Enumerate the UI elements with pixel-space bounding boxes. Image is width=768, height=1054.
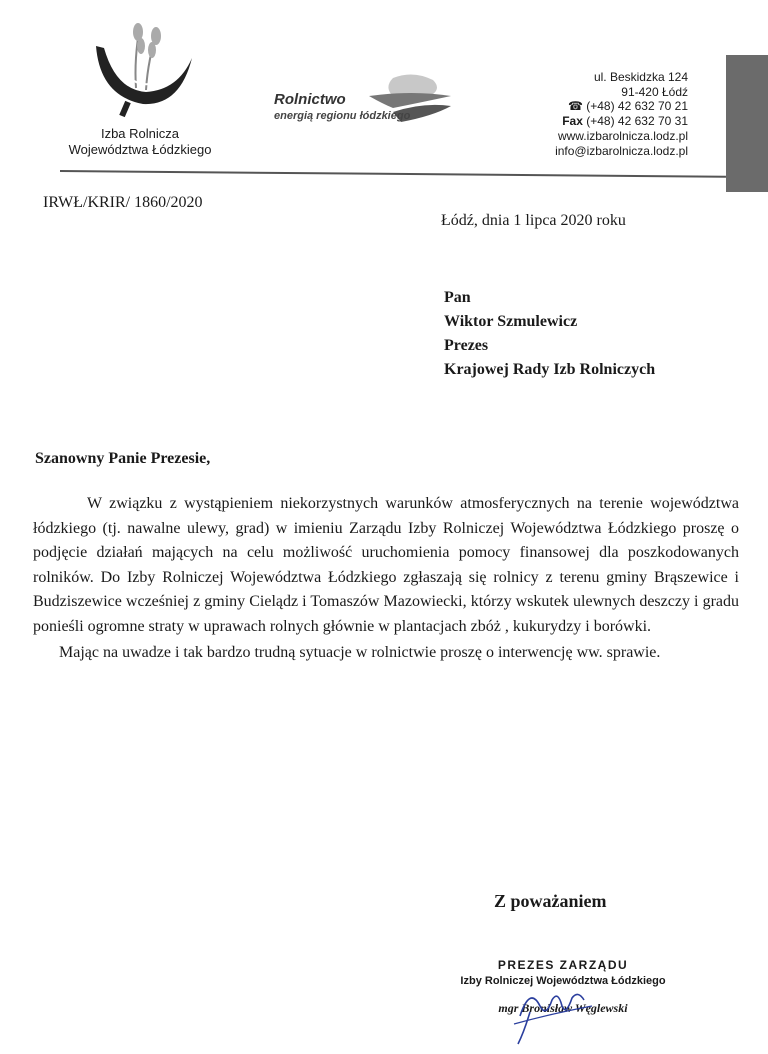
recipient-line: Prezes <box>444 337 489 354</box>
fax-label: Fax <box>562 114 583 129</box>
organization-name <box>50 126 230 158</box>
reference-number: IRWŁ/KRIR/ 1860/2020 <box>43 194 203 211</box>
contact-street: ul. Beskidzka 124 <box>593 70 688 84</box>
recipient-line: Krajowej Rady Izb Rolniczych <box>444 361 656 378</box>
contact-fax: (+48) 42 632 70 31 <box>586 114 688 129</box>
campaign-title: Rolnictwo <box>274 91 346 108</box>
recipient-line: Wiktor Szmulewicz <box>444 313 578 330</box>
izba-logo-icon <box>88 18 198 118</box>
contact-website: www.izbarolnicza.lodz.pl <box>557 128 688 143</box>
header-side-bar <box>726 55 768 192</box>
recipient-line: Pan <box>444 289 471 306</box>
org-line1: Izba Rolnicza <box>100 126 180 141</box>
contact-fax-row <box>555 114 688 129</box>
letter-body <box>33 492 739 666</box>
campaign-subtitle: energią regionu łódzkiego <box>274 110 411 122</box>
stamp-organization: Izby Rolniczej Województwa Łódzkiego <box>460 975 666 987</box>
stamp-title: PREZES ZARZĄDU <box>497 958 629 972</box>
contact-email: info@izbarolnicza.lodz.pl <box>555 143 688 158</box>
body-paragraph: W związku z wystąpieniem niekorzystnych warunków atmosferycznych na terenie województwa łódzkiego (tj. nawalne ulewy, grad) w imieniu Zarządu Izby Rolniczej Województwa Łódzkiego proszę o podjęcie działań mających na celu możliwość uruchomienia pomocy finansowej dla poszkodowanych rolników. Do Izby Rolniczej Województwa Łódzkiego zgłaszają się rolnicy z terenu gminy Brąszewice i Budziszewice wcześniej z gminy Cielądz i Tomaszów Mazowiecki, którzy wskutek ulewnych deszczy i gradu ponieśli ogromne straty w uprawach rolnych głównie w plantacjach zbóż , kukurydzy i borówki. <box>33 495 739 635</box>
org-line2: Województwa Łódzkiego <box>68 142 212 157</box>
contact-city: 91-420 Łódź <box>621 84 688 99</box>
contact-phone-row <box>555 99 688 114</box>
phone-icon: ☎ <box>567 99 587 114</box>
letter-date: Łódź, dnia 1 lipca 2020 roku <box>441 212 626 229</box>
recipient-block <box>444 286 655 382</box>
contact-phone: (+48) 42 632 70 21 <box>586 99 688 114</box>
signature-icon <box>500 976 610 1046</box>
closing: Z poważaniem <box>494 891 607 911</box>
body-paragraph: Mając na uwadze i tak bardzo trudną sytuacje w rolnictwie proszę o interwencję ww. sprawie. <box>59 644 661 661</box>
contact-block <box>555 70 688 158</box>
salutation: Szanowny Panie Prezesie, <box>35 450 211 467</box>
header-divider <box>60 170 726 178</box>
stamp-name: mgr Bronisław Węglewski <box>498 1001 628 1015</box>
